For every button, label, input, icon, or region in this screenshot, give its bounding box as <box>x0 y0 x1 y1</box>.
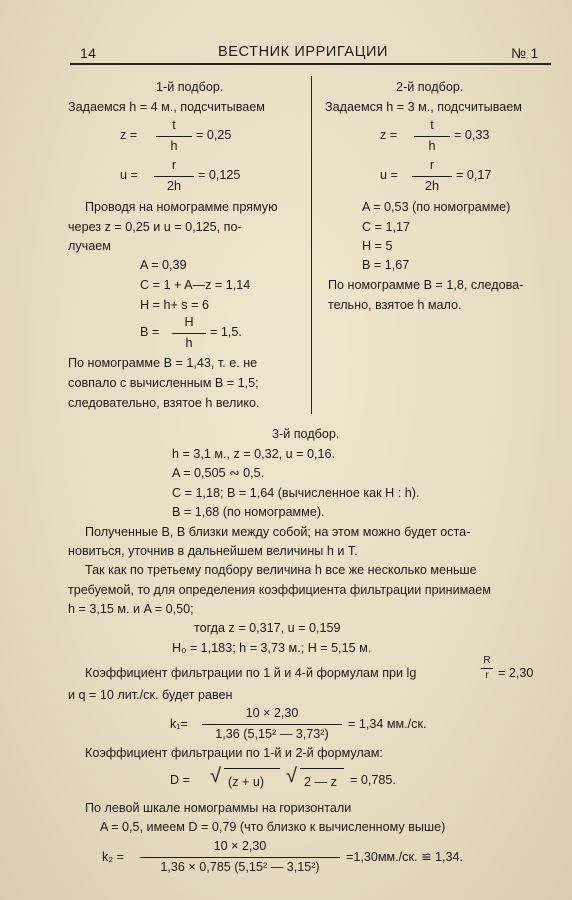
D-result: = 0,785. <box>350 773 396 787</box>
third-line-4: B = 1,68 (по номограмме). <box>172 505 325 519</box>
right-H: H = 5 <box>362 239 393 253</box>
radical-icon: √ <box>286 765 297 787</box>
left-u-lhs: u = <box>120 168 138 182</box>
paragraph-1a: Полученные B, B близки между собой; на этом можно будет оста- <box>85 525 471 539</box>
left-z-numerator: t <box>172 118 176 132</box>
lg-numerator: R <box>483 655 491 666</box>
paragraph-1b: новиться, уточнив в дальнейшем величины h и T. <box>68 544 358 558</box>
right-z-denominator: h <box>428 138 436 153</box>
fraction-bar <box>172 333 206 334</box>
left-text-3: лучаем <box>68 239 111 253</box>
fraction-bar <box>481 668 493 669</box>
paragraph-2a: Так как по третьему подбору величина h все же несколько меньше <box>85 563 477 577</box>
left-A: A = 0,39 <box>140 258 187 272</box>
right-z-fraction <box>414 119 450 152</box>
right-u-lhs: u = <box>380 168 398 182</box>
left-text-5: совпало с вычисленным B = 1,5; <box>68 376 259 390</box>
third-line-5: тогда z = 0,317, u = 0,159 <box>194 621 341 635</box>
radical-overline <box>300 768 344 769</box>
issue-number: № 1 <box>511 45 539 61</box>
right-B: B = 1,67 <box>362 258 410 272</box>
right-intro: Задаемся h = 3 м., подсчитываем <box>325 100 522 114</box>
fraction-bar <box>156 136 192 137</box>
paragraph-3b: и q = 10 лит./ск. будет равен <box>68 688 233 702</box>
right-u-numerator: r <box>429 158 435 172</box>
left-text-2: через z = 0,25 и u = 0,125, по- <box>68 220 242 234</box>
left-intro: Задаемся h = 4 м., подсчитываем <box>68 100 265 114</box>
left-B-result: = 1,5. <box>210 325 242 339</box>
paragraph-5b: A = 0,5, имеем D = 0,79 (что близко к вычисленному выше) <box>100 820 446 834</box>
left-z-denominator: h <box>170 138 178 153</box>
k1-lhs: k₁= <box>170 717 188 731</box>
k2-fraction <box>140 840 340 873</box>
right-u-result: = 0,17 <box>456 168 492 182</box>
left-u-denominator: 2h <box>166 178 181 193</box>
left-B-denominator: h <box>185 335 193 350</box>
k1-result: = 1,34 мм./ск. <box>348 717 427 731</box>
k1-numerator: 10 × 2,30 <box>245 706 299 720</box>
right-A: A = 0,53 (по номограмме) <box>362 200 511 214</box>
k2-denominator: 1,36 × 0,785 (5,15² — 3,15²) <box>160 859 320 874</box>
right-heading: 2-й подбор. <box>396 80 464 94</box>
k1-denominator: 1,36 (5,15² — 3,73²) <box>215 726 329 741</box>
paragraph-5a: По левой шкале номограммы на горизонтали <box>85 801 352 815</box>
left-text-1: Проводя на номограмме прямую <box>85 200 278 214</box>
radical-icon: √ <box>210 765 221 787</box>
third-heading: 3-й подбор. <box>272 427 340 441</box>
fraction-bar <box>414 136 450 137</box>
lg-denominator: r <box>485 670 489 681</box>
left-B-numerator: H <box>184 315 194 329</box>
left-u-fraction <box>154 159 194 192</box>
fraction-bar <box>412 176 452 177</box>
right-text-1: По номограмме B = 1,8, следова- <box>328 278 524 292</box>
journal-title: ВЕСТНИК ИРРИГАЦИИ <box>218 44 389 60</box>
k2-result: =1,30мм./ск. ≌ 1,34. <box>346 850 464 864</box>
radical-overline <box>224 768 280 769</box>
left-u-result: = 0,125 <box>198 168 241 182</box>
header-rule <box>70 63 551 65</box>
third-line-3: C = 1,18; B = 1,64 (вычисленное как H : h). <box>172 486 420 500</box>
right-z-numerator: t <box>430 118 434 132</box>
D-lhs: D = <box>170 773 190 787</box>
right-z-lhs: z = <box>380 128 398 142</box>
k2-lhs: k₂ = <box>102 850 125 864</box>
lg-fraction <box>481 656 493 681</box>
page-number: 14 <box>80 45 97 61</box>
right-C: C = 1,17 <box>362 220 410 234</box>
right-u-fraction <box>412 159 452 192</box>
fraction-bar <box>202 724 342 725</box>
left-C: C = 1 + A—z = 1,14 <box>140 278 251 292</box>
right-u-denominator: 2h <box>424 178 439 193</box>
left-H: H = h+ s = 6 <box>140 298 209 312</box>
k2-numerator: 10 × 2,30 <box>213 839 267 853</box>
fraction-bar <box>140 857 340 858</box>
third-line-2: A = 0,505 ∾ 0,5. <box>172 466 265 480</box>
third-line-1: h = 3,1 м., z = 0,32, u = 0,16. <box>172 447 336 461</box>
paragraph-4: Коэффициент фильтрации по 1-й и 2-й формулам: <box>85 746 383 760</box>
D-radicand-1: (z + u) <box>228 775 265 789</box>
left-heading: 1-й подбор. <box>156 80 224 94</box>
right-text-2: тельно, взятое h мало. <box>328 298 462 312</box>
left-B-lhs: B = <box>140 325 160 339</box>
paragraph-2b: требуемой, то для определения коэффициента фильтрации принимаем <box>68 583 491 597</box>
left-B-fraction <box>172 316 206 349</box>
left-text-4: По номограмме B = 1,43, т. е. не <box>68 356 258 370</box>
left-z-result: = 0,25 <box>196 128 232 142</box>
D-radicand-2: 2 — z <box>304 775 337 789</box>
k1-fraction <box>202 707 342 740</box>
third-line-6: H₀ = 1,183; h = 3,73 м.; H = 5,15 м. <box>172 641 372 655</box>
lg-result: = 2,30 <box>498 666 534 680</box>
left-text-6: следовательно, взятое h велико. <box>68 396 260 410</box>
left-z-fraction <box>156 119 192 152</box>
fraction-bar <box>154 176 194 177</box>
column-divider <box>311 76 312 414</box>
right-z-result: = 0,33 <box>454 128 490 142</box>
left-u-numerator: r <box>171 158 177 172</box>
paragraph-3a: Коэффициент фильтрации по 1 й и 4-й формулам при lg <box>85 666 417 680</box>
paragraph-2c: h = 3,15 м. и A = 0,50; <box>68 602 194 616</box>
left-z-lhs: z = <box>120 128 138 142</box>
